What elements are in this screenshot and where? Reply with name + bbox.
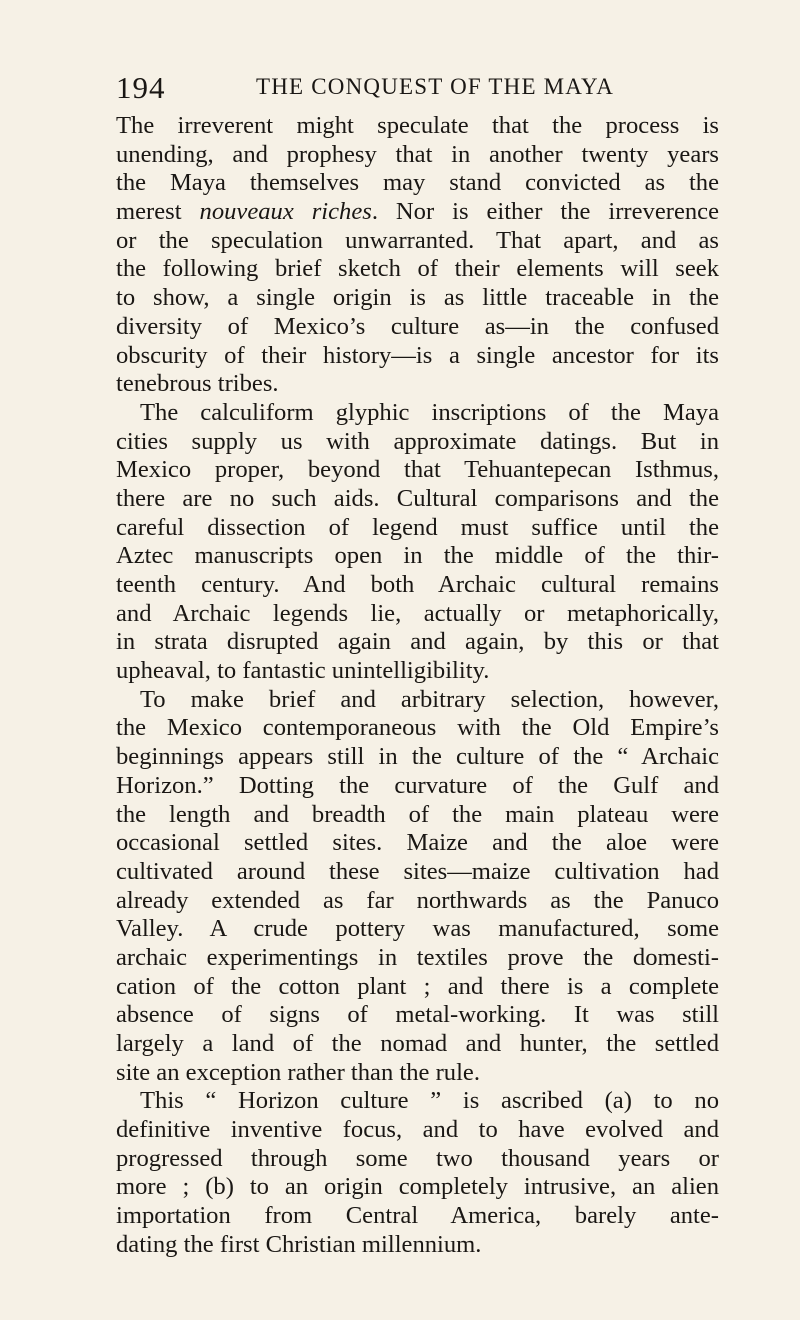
text-line: The irreverent might speculate that the process is	[116, 112, 719, 139]
text-line: the length and breadth of the main plateau were	[116, 800, 719, 828]
text-line: cation of the cotton plant ; and there is a complete	[116, 972, 719, 1000]
text-line: unending, and prophesy that in another twenty years	[116, 140, 719, 168]
text-line: The calculiform glyphic inscriptions of the Maya	[140, 398, 719, 426]
text-line: site an exception rather than the rule.	[116, 1058, 480, 1086]
text-line: Valley. A crude pottery was manufactured, some	[116, 915, 719, 943]
text-line: already extended as far northwards as the Panuco	[116, 886, 719, 914]
text-line: diversity of Mexico’s culture as—in the confused	[116, 312, 719, 340]
text-line: beginnings appears still in the culture of the “ Archaic	[116, 743, 719, 771]
text-line: progressed through some two thousand years or	[116, 1144, 719, 1172]
text-line: to show, a single origin is as little traceable in the	[116, 284, 719, 312]
text-line: obscurity of their history—is a single ancestor for its	[116, 341, 719, 369]
body-text	[116, 112, 719, 1260]
text-line: careful dissection of legend must suffice until the	[116, 513, 719, 541]
text-line: This “ Horizon culture ” is ascribed (a) to no	[140, 1087, 719, 1115]
text-line: and Archaic legends lie, actually or metaphorically,	[116, 599, 719, 627]
text-line: the following brief sketch of their elements will seek	[116, 255, 719, 283]
italic-phrase: nouveaux riches	[199, 198, 372, 226]
text-line: definitive inventive focus, and to have evolved and	[116, 1116, 719, 1144]
text-line: cities supply us with approximate datings. But in	[116, 427, 719, 455]
text-line: tenebrous tribes.	[116, 370, 279, 398]
text-line: occasional settled sites. Maize and the aloe were	[116, 829, 719, 857]
text-line: To make brief and arbitrary selection, however,	[140, 685, 719, 713]
text-line: importation from Central America, barely ante-	[116, 1202, 719, 1230]
text-line: Mexico proper, beyond that Tehuantepecan Isthmus,	[116, 456, 719, 484]
text-line: merest nouveaux riches. Nor is either the irreverence	[116, 198, 719, 226]
text-line: archaic experimentings in textiles prove the domesti-	[116, 943, 719, 971]
page-number: 194	[116, 70, 166, 105]
text-line: the Mexico contemporaneous with the Old Empire’s	[116, 714, 719, 742]
text-line: more ; (b) to an origin completely intrusive, an alien	[116, 1173, 719, 1201]
text-line: largely a land of the nomad and hunter, the settled	[116, 1030, 719, 1057]
text-line: cultivated around these sites—maize cultivation had	[116, 857, 719, 885]
text-line: absence of signs of metal-working. It was still	[116, 1001, 719, 1029]
text-line: Aztec manuscripts open in the middle of the thir-	[116, 542, 719, 570]
text-line: the Maya themselves may stand convicted as the	[116, 169, 719, 197]
text-line: in strata disrupted again and again, by this or that	[116, 628, 719, 656]
text-line: or the speculation unwarranted. That apart, and as	[116, 226, 719, 254]
text-line: there are no such aids. Cultural comparisons and the	[116, 484, 719, 512]
running-head	[116, 70, 716, 106]
text-line: dating the first Christian millennium.	[116, 1230, 482, 1258]
text-line: teenth century. And both Archaic cultural remains	[116, 571, 719, 598]
text-line: upheaval, to fantastic unintelligibility.	[116, 657, 490, 685]
text-line: Horizon.” Dotting the curvature of the Gulf and	[116, 771, 719, 799]
running-title: THE CONQUEST OF THE MAYA	[256, 74, 615, 99]
